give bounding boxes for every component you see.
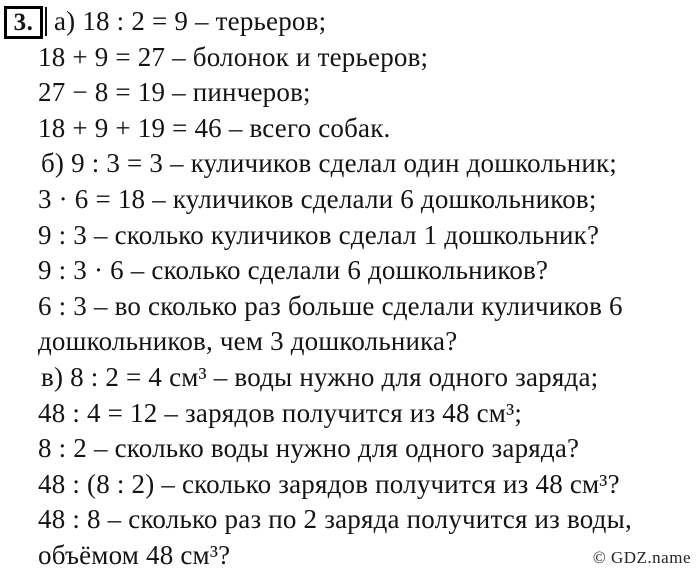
solution-line: 3 · 6 = 18 – куличиков сделали 6 дошкольников; [38,183,597,214]
copyright-watermark: © GDZ.name [592,548,691,567]
solution-line: а) 18 : 2 = 9 – терьеров; [54,6,327,36]
solution-line: дошкольников, чем 3 дошкольника? [38,326,458,357]
solution-line: 8 : 2 – сколько воды нужно для одного заряда? [38,433,580,464]
solution-line: 9 : 3 · 6 – сколько сделали 6 дошкольников? [38,255,549,286]
solution-line: 48 : (8 : 2) – сколько зарядов получится из 48 см³? [38,468,620,499]
solution-text-block [38,4,700,574]
solution-line: 27 − 8 = 19 – пинчеров; [38,77,311,108]
solution-line: в) 8 : 2 = 4 см³ – воды нужно для одного заряда; [41,361,599,392]
solution-line: 9 : 3 – сколько куличиков сделал 1 дошкольник? [38,219,600,250]
solution-line: 18 + 9 = 27 – болонок и терьеров; [38,41,429,72]
solution-line: 48 : 8 – сколько раз по 2 заряда получится из воды, [38,504,632,535]
solution-line: 48 : 4 = 12 – зарядов получится из 48 см³; [38,397,523,428]
task-number: 3. [13,9,34,36]
solution-line: б) 9 : 3 = 3 – куличиков сделал один дошкольник; [41,148,618,179]
solution-line: 6 : 3 – во сколько раз больше сделали куличиков 6 [38,290,623,321]
solution-line: объёмом 48 см³? [38,539,231,570]
solution-line: 18 + 9 + 19 = 46 – всего собак. [38,112,391,143]
